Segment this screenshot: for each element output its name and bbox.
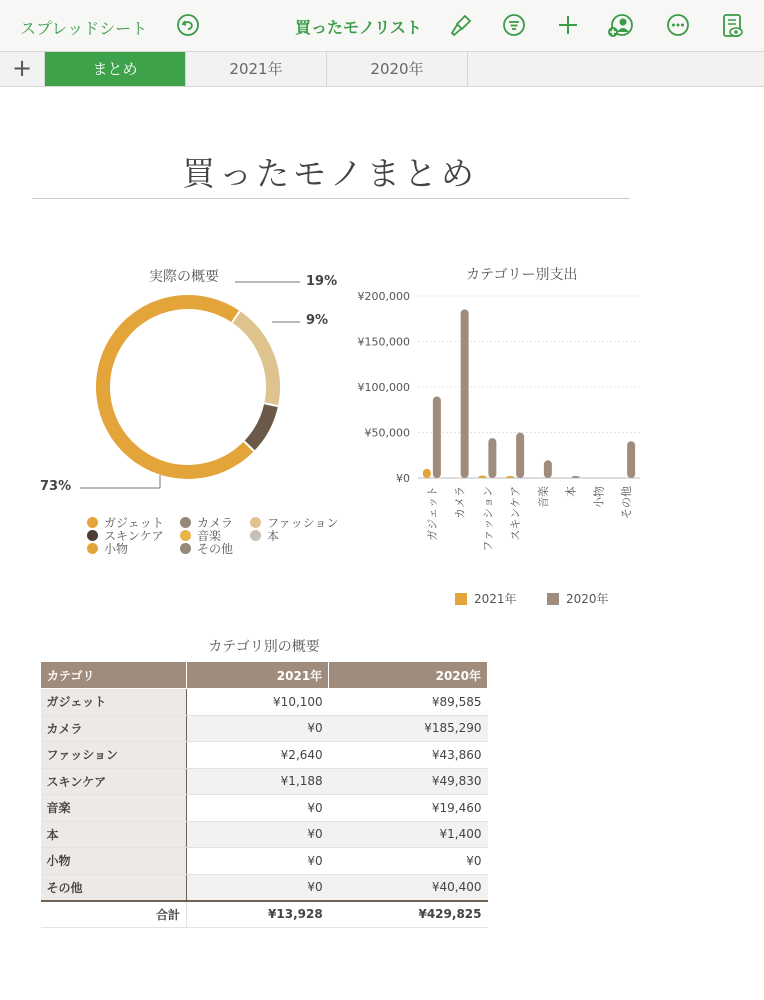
bar-legend-2020 [547,590,609,607]
legend-label: カメラ [197,516,234,530]
legend-swatch [250,530,261,541]
cell-category[interactable]: 本 [41,821,187,848]
donut-chart-title: 実際の概要 [149,269,219,285]
toolbar [0,0,764,52]
bar-2021年 [506,476,514,478]
filter-icon[interactable] [502,13,528,39]
add-icon[interactable] [556,13,582,39]
cell-2020[interactable]: ¥0 [329,848,488,875]
undo-icon[interactable] [176,13,202,39]
y-tick-label: ¥100,000 [357,381,410,394]
cell-2020[interactable]: ¥43,860 [329,742,488,769]
x-tick-label: スキンケア [509,486,523,541]
table-row [41,768,488,795]
header-2021[interactable]: 2021年 [187,662,329,689]
sheet-title: 買ったモノまとめ [182,154,478,193]
bar-legend-label-2021: 2021年 [474,592,517,606]
donut-slice [249,405,271,446]
donut-label-bottom: 73% [40,479,72,494]
donut-chart [0,250,360,510]
cell-category[interactable]: 小物 [41,848,187,875]
cell-2021[interactable]: ¥1,188 [187,768,329,795]
header-2020[interactable]: 2020年 [329,662,488,689]
x-tick-label: 本 [564,486,578,497]
cell-2020[interactable]: ¥40,400 [329,874,488,901]
bar-2020年 [627,441,635,478]
cell-category[interactable]: ガジェット [41,689,187,716]
legend-swatch [180,543,191,554]
y-tick-label: ¥0 [396,472,410,485]
table-row [41,874,488,901]
bar-chart-title: カテゴリー別支出 [466,267,578,283]
cell-2021[interactable]: ¥0 [187,821,329,848]
category-summary-table [40,661,488,928]
legend-label: その他 [197,542,234,556]
cell-category[interactable]: 音楽 [41,795,187,822]
format-brush-icon[interactable] [447,13,473,39]
cell-category[interactable]: カメラ [41,715,187,742]
table-row [41,795,488,822]
legend-label: スキンケア [104,529,164,543]
header-category[interactable]: カテゴリ [41,662,187,689]
y-tick-label: ¥200,000 [357,290,410,303]
donut-legend-item [180,540,233,557]
cell-2020[interactable]: ¥89,585 [329,689,488,716]
bar-legend-swatch-2020 [547,593,559,605]
donut-label-top: 19% [306,274,338,289]
cell-2021[interactable]: ¥0 [187,715,329,742]
add-sheet-button[interactable]: + [0,52,45,86]
bar-2020年 [488,438,496,478]
bar-2020年 [516,433,524,478]
cell-2021[interactable]: ¥10,100 [187,689,329,716]
cell-2021[interactable]: ¥0 [187,874,329,901]
bar-2020年 [572,476,580,478]
tab-2020[interactable]: 2020年 [327,52,468,86]
cell-2021[interactable]: ¥2,640 [187,742,329,769]
x-tick-label: 音楽 [536,486,550,508]
bar-2021年 [478,476,486,478]
donut-slice [103,302,249,472]
x-tick-label: カメラ [453,486,467,519]
x-tick-label: ファッション [481,486,495,552]
bar-2020年 [544,460,552,478]
cell-total-2020[interactable]: ¥429,825 [329,901,488,928]
table-row [41,848,488,875]
cell-2020[interactable]: ¥49,830 [329,768,488,795]
table-total-row [41,901,488,928]
table-row [41,742,488,769]
cell-2020[interactable]: ¥185,290 [329,715,488,742]
collaborate-icon[interactable] [608,13,634,39]
reading-view-icon[interactable] [721,13,747,39]
bar-2020年 [433,396,441,478]
y-tick-label: ¥150,000 [357,335,410,349]
y-tick-label: ¥50,000 [364,426,410,440]
table-row [41,689,488,716]
table-title: カテゴリ別の概要 [208,639,320,655]
tab-2021[interactable]: 2021年 [186,52,327,86]
cell-category[interactable]: その他 [41,874,187,901]
bar-2020年 [461,309,469,478]
legend-label: ファッション [267,516,339,530]
cell-total-2021[interactable]: ¥13,928 [187,901,329,928]
cell-2020[interactable]: ¥1,400 [329,821,488,848]
donut-label-mid: 9% [306,313,329,328]
legend-label: 小物 [104,542,129,556]
cell-total-label[interactable]: 合計 [41,901,187,928]
cell-2020[interactable]: ¥19,460 [329,795,488,822]
table-header-row [41,662,488,689]
cell-2021[interactable]: ¥0 [187,848,329,875]
legend-label: ガジェット [104,516,164,530]
sheet-tab-bar [0,52,764,87]
cell-category[interactable]: ファッション [41,742,187,769]
bar-2021年 [423,469,431,478]
document-title: 買ったモノリスト [295,18,422,37]
bar-legend-label-2020: 2020年 [566,592,609,606]
donut-slice [236,317,273,405]
legend-swatch [87,543,98,554]
bar-legend-2021 [455,590,517,607]
back-to-spreadsheets-button[interactable]: スプレッドシート [20,19,148,38]
more-icon[interactable] [666,13,692,39]
table-row [41,821,488,848]
legend-label: 本 [267,529,280,543]
tab-summary[interactable]: まとめ [45,52,186,86]
donut-legend-item [250,527,279,544]
legend-label: 音楽 [197,529,222,543]
cell-2021[interactable]: ¥0 [187,795,329,822]
title-divider [32,198,630,199]
bar-chart [350,282,650,562]
x-tick-label: ガジェット [425,486,439,541]
bar-legend-swatch-2021 [455,593,467,605]
donut-legend-item [87,540,128,557]
table-row [41,715,488,742]
cell-category[interactable]: スキンケア [41,768,187,795]
x-tick-label: その他 [620,486,634,519]
x-tick-label: 小物 [592,486,606,508]
